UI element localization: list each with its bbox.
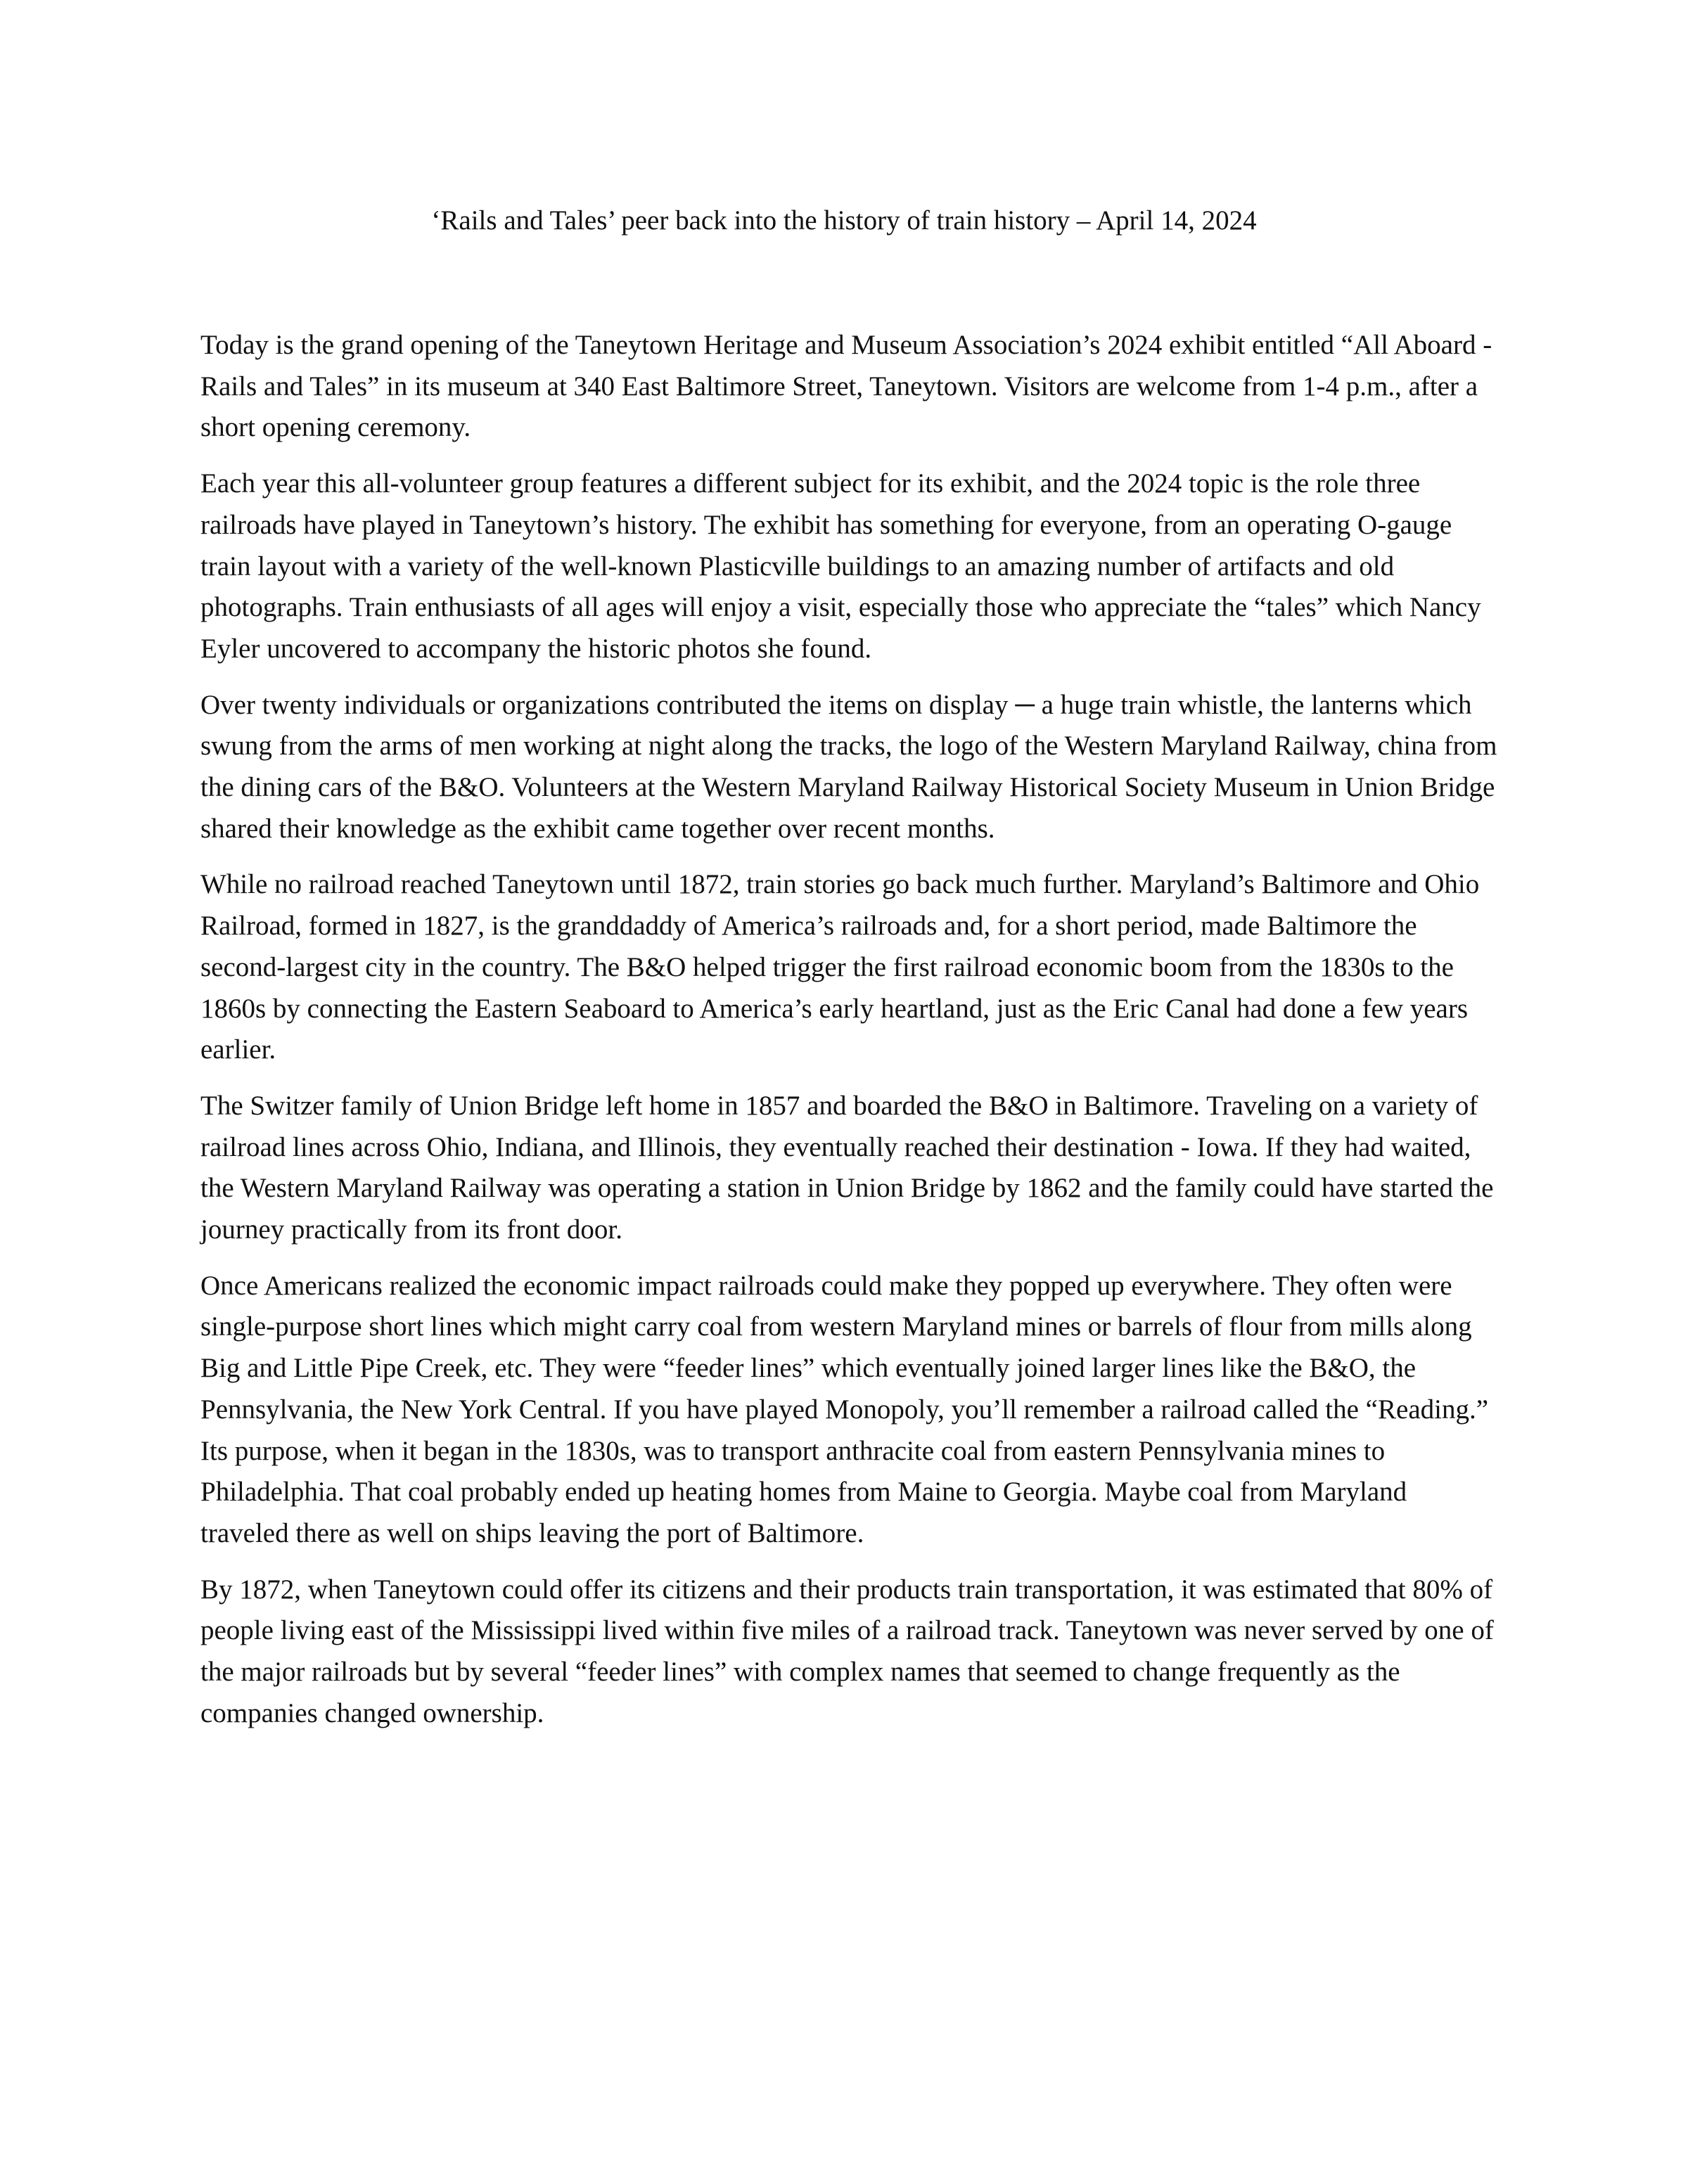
paragraph-taneytown-1872: By 1872, when Taneytown could offer its citizens and their products train transportation, it was estimated that 80% of people living east of the Mississippi lived within five miles of a railroad track. Taneytown was never served by one of the major railroads but by several “feeder lines” with complex names that seemed to change frequently as the companies changed ownership. bbox=[200, 1574, 1494, 1728]
paragraph-grand-opening: Today is the grand opening of the Taneytown Heritage and Museum Association’s 2024 exhibit entitled “All Aboard - Rails and Tales” in its museum at 340 East Baltimore Street, Taneytown. Visitors are welcome from 1-4 p.m., after a short opening ceremony. bbox=[200, 330, 1492, 443]
paragraph-exhibit-topic: Each year this all-volunteer group features a different subject for its exhibit, and the 2024 topic is the role three railroads have played in Taneytown’s history. The exhibit has something for everyone, from an operating O-gauge train layout with a variety of the well-known Plasticville buildings to an amazing number of artifacts and old photographs. Train enthusiasts of all ages will enjoy a visit, especially those who appreciate the “tales” which Nancy Eyler uncovered to accompany the historic photos she found. bbox=[200, 468, 1481, 664]
paragraph-contributions: Over twenty individuals or organizations contributed the items on display ─ a huge train whistle, the lanterns which swung from the arms of men working at night along the tracks, the logo of the Western Maryland Railway, china from the dining cars of the B&O. Volunteers at the Western Maryland Railway Historical Society Museum in Union Bridge shared their knowledge as the exhibit came together over recent months. bbox=[200, 689, 1497, 844]
article-body bbox=[200, 325, 1502, 1749]
paragraph-feeder-lines: Once Americans realized the economic impact railroads could make they popped up everywhere. They often were single-purpose short lines which might carry coal from western Maryland mines or barrels of flour from mills along Big and Little Pipe Creek, etc. They were “feeder lines” which eventually joined larger lines like the B&O, the Pennsylvania, the New York Central. If you have played Monopoly, you’ll remember a railroad called the “Reading.” Its purpose, when it began in the 1830s, was to transport anthracite coal from eastern Pennsylvania mines to Philadelphia. That coal probably ended up heating homes from Maine to Georgia. Maybe coal from Maryland traveled there as well on ships leaving the port of Baltimore. bbox=[200, 1270, 1489, 1548]
paragraph-switzer-family: The Switzer family of Union Bridge left home in 1857 and boarded the B&O in Baltimore. Traveling on a variety of railroad lines across Ohio, Indiana, and Illinois, they eventually reached their destination - Iowa. If they had waited, the Western Maryland Railway was operating a station in Union Bridge by 1862 and the family could have started the journey practically from its front door. bbox=[200, 1090, 1494, 1245]
article-title: ‘Rails and Tales’ peer back into the history of train history – April 14, 2024 bbox=[431, 205, 1257, 236]
paragraph-b-and-o-history: While no railroad reached Taneytown until 1872, train stories go back much further. Maryland’s Baltimore and Ohio Railroad, formed in 1827, is the granddaddy of America’s railroads and, for a short period, made Baltimore the second-largest city in the country. The B&O helped trigger the first railroad economic boom from the 1830s to the 1860s by connecting the Eastern Seaboard to America’s early heartland, just as the Eric Canal had done a few years earlier. bbox=[200, 869, 1480, 1065]
